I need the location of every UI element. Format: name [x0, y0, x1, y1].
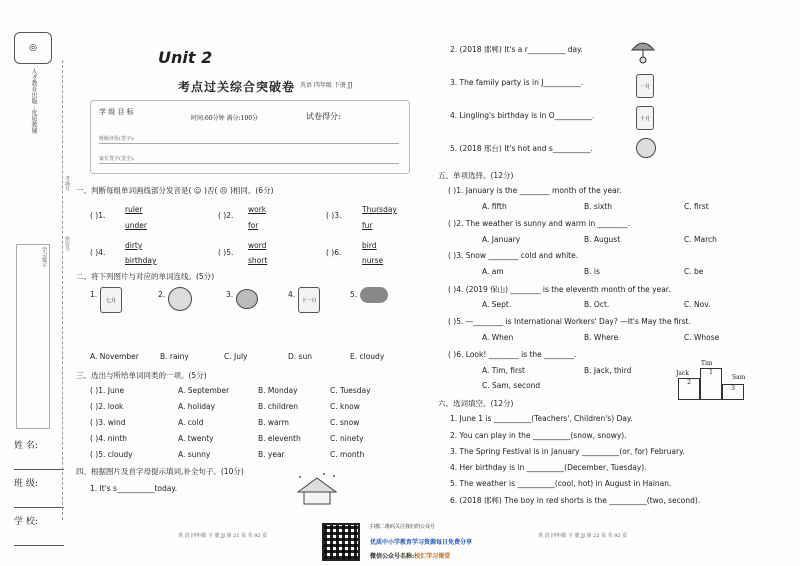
s3-q4-b: B. eleventh	[258, 434, 301, 443]
exam-room-label: 考场号	[64, 176, 70, 191]
s5-q6-a: A. Tim, first	[482, 366, 525, 375]
s3-q1-b: B. Monday	[258, 386, 298, 395]
s5-q4-c: C. Nov.	[684, 300, 711, 309]
s3-q2-c: C. know	[330, 402, 360, 411]
s2-word-a: A. November	[90, 352, 139, 361]
s6-q4[interactable]: 4. Her birthday is in __________(December, Tuesday).	[450, 463, 647, 472]
wechat-line	[370, 551, 450, 560]
wechat-name: 校汇学习课堂	[414, 553, 451, 560]
strip-note: 学习提示	[16, 244, 50, 429]
s4-q1[interactable]: 1. It's s__________today.	[90, 484, 178, 493]
subject-tag: 英语 四年级 下册 JJ	[300, 82, 353, 89]
s4-q4[interactable]: 4. Lingling's birthday is in O__________.	[450, 111, 595, 120]
s1-word-6a: bird	[362, 241, 377, 250]
unit-title: Unit 2	[158, 48, 213, 67]
s1-word-3a: Thursday	[362, 205, 397, 214]
strip-motto: 人才教育出版 · 优质教辅	[30, 68, 37, 134]
s3-q5-a: A. sunny	[178, 450, 211, 459]
s5-q4-a: A. Sept.	[482, 300, 512, 309]
s5-q1-b: B. sixth	[584, 202, 613, 211]
s5-q1-a: A. fifth	[482, 202, 507, 211]
class-field[interactable]: 班 级:	[14, 474, 64, 508]
s1-word-4b: birthday	[125, 256, 157, 265]
podium-second: 2	[678, 378, 700, 400]
s5-q6-b: B. Jack, third	[584, 366, 632, 375]
seat-label: 座位号	[64, 236, 70, 251]
section-3-heading: 三、选出与所给单词同类的一项。(5分)	[76, 371, 207, 380]
s3-q4: ( )4. ninth	[90, 434, 128, 443]
wechat-label: 微信公众号名称:	[370, 553, 415, 560]
section-1-heading: 一、判断每组单词画线部分发音是( ☺ )否( ☹ )相同。(6分)	[76, 186, 274, 195]
footer-right: 英 语 四年级 下 册 JJ 第 22 页 共 92 页	[538, 533, 628, 539]
s1-word-6b: nurse	[362, 256, 384, 265]
s6-q6[interactable]: 6. (2018 邯郸) The boy in red shorts is the __________(two, second).	[450, 496, 701, 505]
rain-cloud-icon	[360, 287, 388, 303]
calendar-july-icon: 七月	[100, 287, 122, 313]
time-score-meta: 时间:60分钟 满分:100分	[191, 115, 259, 122]
s5-q3-b: B. is	[584, 267, 600, 276]
s1-num-3: ( )3.	[326, 211, 342, 220]
s5-q3-a: A. am	[482, 267, 504, 276]
s2-pic-num-2: 2.	[158, 290, 166, 299]
s6-q5[interactable]: 5. The weather is __________(cool, hot) in August in Hainan.	[450, 479, 672, 488]
s6-q3[interactable]: 3. The Spring Festival is in January __________(or, for) February.	[450, 447, 685, 456]
calendar-november-icon: 十一月	[298, 287, 320, 313]
s2-pic-num-1: 1.	[90, 290, 98, 299]
s5-q2-a: A. January	[482, 235, 521, 244]
s5-q5-c: C. Whose	[684, 333, 720, 342]
s2-word-c: C. July	[224, 352, 248, 361]
s3-q2-a: A. holiday	[178, 402, 216, 411]
umbrella-rain-icon	[630, 36, 656, 66]
s1-word-1a: ruler	[125, 205, 143, 214]
podium-tim: Tim	[701, 360, 713, 367]
s2-word-d: D. sun	[288, 352, 312, 361]
podium-third: 3	[722, 384, 744, 400]
s3-q5-c: C. month	[330, 450, 365, 459]
s6-q1[interactable]: 1. June 1 is __________(Teachers', Children's) Day.	[450, 414, 633, 423]
s1-word-1b: under	[125, 221, 147, 230]
s3-q1-a: A. September	[178, 386, 230, 395]
s4-q3[interactable]: 3. The family party is in J__________.	[450, 78, 584, 87]
scan-text: 扫描二维码关注我们的公众号	[370, 524, 436, 530]
s1-word-3b: fur	[362, 221, 373, 230]
s1-word-4a: dirty	[125, 241, 143, 250]
s1-word-2a: work	[248, 205, 267, 214]
s3-q1: ( )1. June	[90, 386, 125, 395]
s5-q2-c: C. March	[684, 235, 717, 244]
s3-q3-a: A. cold	[178, 418, 204, 427]
s3-q3-c: C. snow	[330, 418, 360, 427]
s5-q6: ( )6. Look! ________ is the ________.	[448, 350, 577, 359]
qr-code-icon[interactable]	[322, 523, 360, 561]
publisher-logo: ◎	[14, 32, 52, 64]
s1-num-5: ( )5.	[218, 248, 234, 257]
s1-num-6: ( )6.	[326, 248, 342, 257]
s2-pic-num-4: 4.	[288, 290, 296, 299]
parent-sign-row[interactable]: 家长签字(签字):	[99, 155, 399, 164]
calendar-october-icon: 十月	[636, 106, 654, 130]
s5-q1: ( )1. January is the ________ month of the year.	[448, 186, 622, 195]
podium-sam: Sam	[732, 374, 746, 381]
calendar-january-icon: 一月	[636, 74, 654, 98]
student-info-fields	[14, 436, 64, 550]
snowy-house-icon	[294, 472, 340, 506]
section-5-heading: 五、单项选择。(12分)	[438, 171, 514, 180]
s3-q5-b: B. year	[258, 450, 285, 459]
s1-num-4: ( )4.	[90, 248, 106, 257]
s3-q3: ( )3. wind	[90, 418, 126, 427]
footer-left: 英 语 四年级 下 册 JJ 第 21 页 共 92 页	[178, 533, 268, 539]
sun-icon	[168, 287, 192, 311]
s3-q2-b: B. children	[258, 402, 299, 411]
goal-header: 学 级 目 标	[99, 108, 134, 116]
teacher-eval-row[interactable]: 班级评价(签字):	[99, 135, 399, 144]
s5-q1-c: C. first	[684, 202, 709, 211]
s5-q5-a: A. When	[482, 333, 514, 342]
page-title: 考点过关综合突破卷	[178, 80, 296, 94]
s6-q2[interactable]: 2. You can play in the __________(snow, snowy).	[450, 431, 627, 440]
section-4-heading: 四、根据图片及首字母提示填词,补全句子。(10分)	[76, 467, 244, 476]
name-field[interactable]: 姓 名:	[14, 436, 64, 470]
s5-q5: ( )5. —________ is International Workers' Day? —It's May the first.	[448, 317, 691, 326]
s5-q5-b: B. Where	[584, 333, 619, 342]
s3-q4-a: A. twenty	[178, 434, 214, 443]
s3-q3-b: B. warm	[258, 418, 289, 427]
cut-line	[62, 60, 63, 520]
s5-q4-b: B. Oct.	[584, 300, 610, 309]
section-2-heading: 二、将下列图片与对应的单词连线。(5分)	[76, 272, 215, 281]
sun-cloud-icon	[236, 289, 258, 309]
s2-pic-num-5: 5.	[350, 290, 358, 299]
s5-q3: ( )3. Snow ________ cold and white.	[448, 251, 579, 260]
s1-num-1: ( )1.	[90, 211, 106, 220]
s5-q6-c: C. Sam, second	[482, 381, 541, 390]
s1-num-2: ( )2.	[218, 211, 234, 220]
info-box	[90, 100, 410, 174]
sun-icon-2	[636, 138, 656, 158]
s2-word-e: E. cloudy	[350, 352, 385, 361]
s5-q3-c: C. be	[684, 267, 704, 276]
s4-q5[interactable]: 5. (2018 邢台) It's hot and s__________.	[450, 144, 593, 153]
s3-q4-c: C. ninety	[330, 434, 364, 443]
s2-word-b: B. rainy	[160, 352, 189, 361]
podium-jack: Jack	[676, 370, 689, 377]
s5-q4: ( )4. (2019 保山) ________ is the eleventh month of the year.	[448, 285, 671, 294]
s3-q1-c: C. Tuesday	[330, 386, 371, 395]
s2-pic-num-3: 3.	[226, 290, 234, 299]
section-6-heading: 六、选词填空。(12分)	[438, 399, 514, 408]
s5-q2-b: B. August	[584, 235, 621, 244]
promo-text: 优质中小学教育学习资源每日免费分享	[370, 539, 473, 546]
s1-word-5a: word	[248, 241, 267, 250]
s3-q5: ( )5. cloudy	[90, 450, 133, 459]
s1-word-2b: for	[248, 221, 259, 230]
score-label: 试卷得分:	[306, 112, 341, 121]
s4-q2[interactable]: 2. (2018 邯郸) It's a r__________ day.	[450, 45, 583, 54]
s1-word-5b: short	[248, 256, 268, 265]
s5-q2: ( )2. The weather is sunny and warm in ________.	[448, 219, 631, 228]
school-field[interactable]: 学 校:	[14, 512, 64, 546]
podium-first: 1	[700, 368, 722, 400]
podium	[676, 360, 748, 400]
s3-q2: ( )2. look	[90, 402, 124, 411]
